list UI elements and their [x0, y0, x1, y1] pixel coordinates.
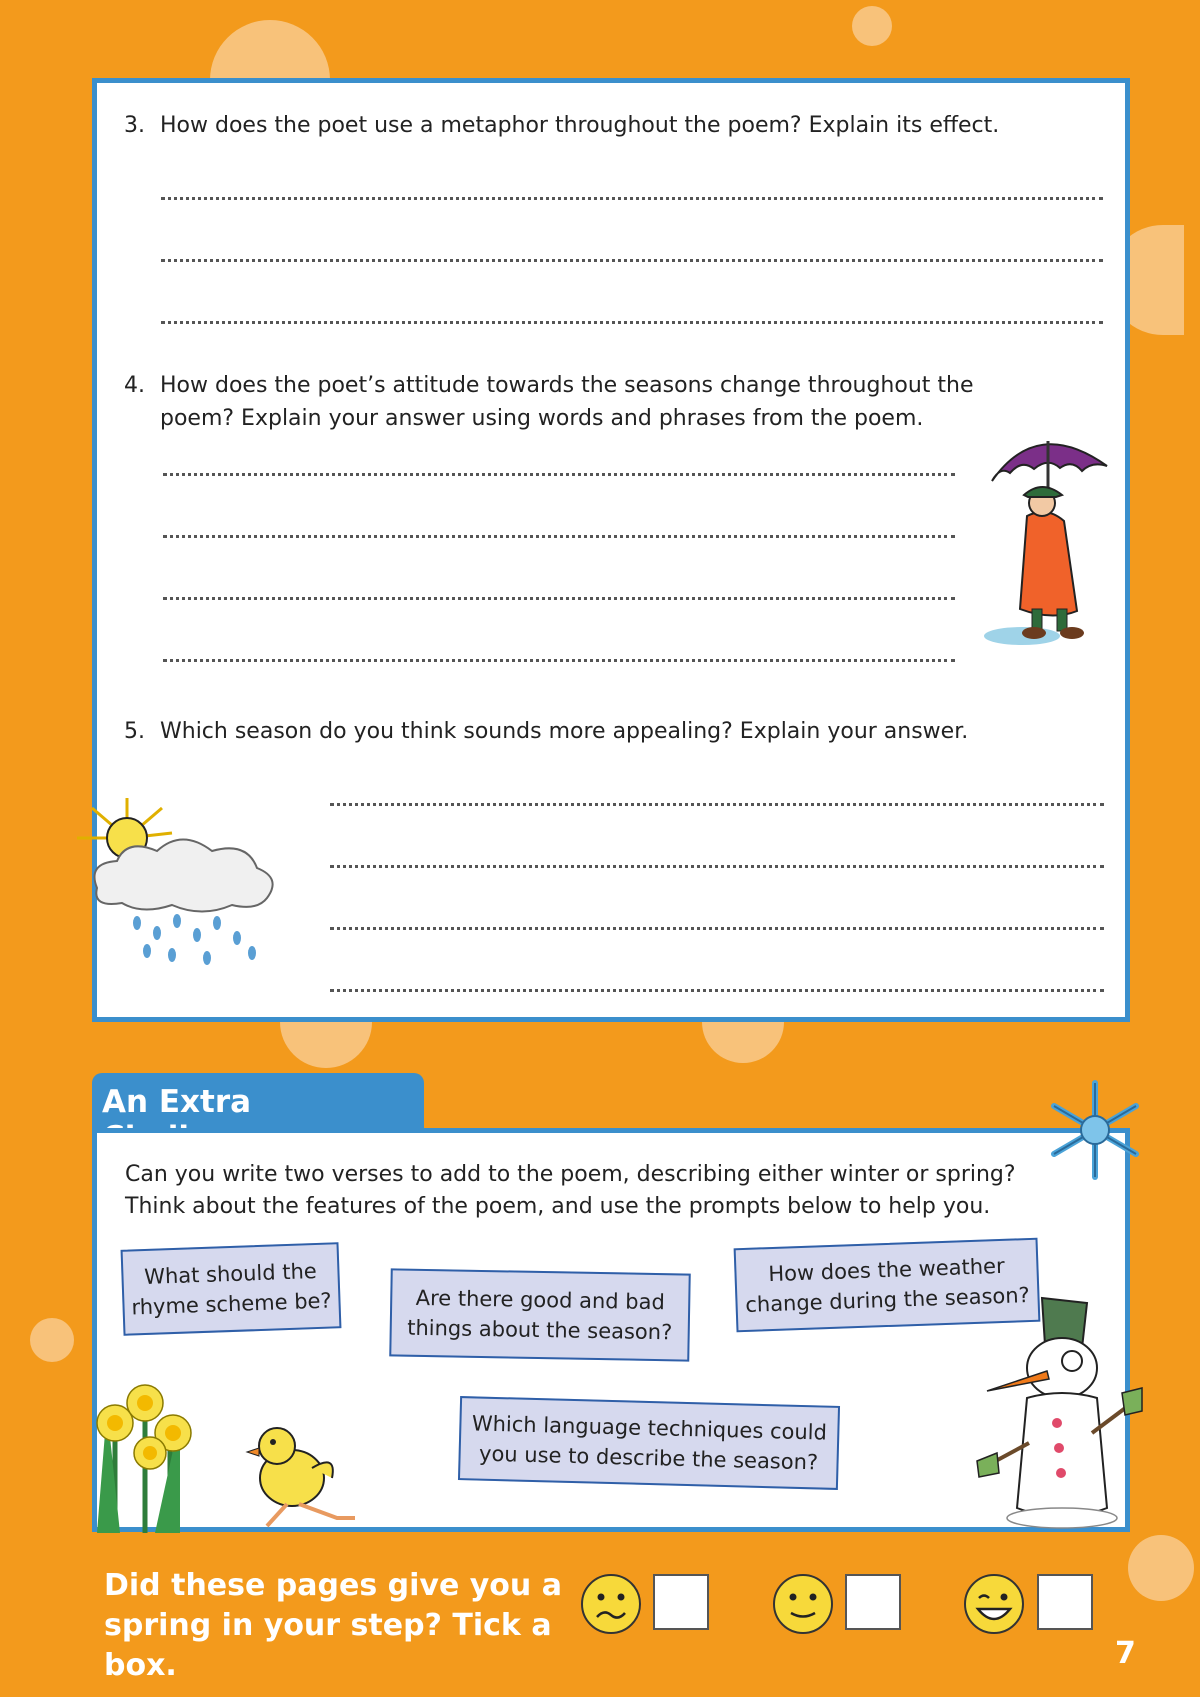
answer-line[interactable]: [163, 597, 955, 600]
tick-box-happy[interactable]: [1037, 1574, 1093, 1630]
tick-box-neutral[interactable]: [845, 1574, 901, 1630]
question-number: 3.: [124, 113, 145, 138]
prompt-card-rhyme: What should the rhyme scheme be?: [121, 1242, 342, 1336]
decor-dot: [1128, 1535, 1194, 1601]
answer-line[interactable]: [163, 659, 955, 662]
challenge-panel: [92, 1128, 1130, 1532]
happy-face-icon: [963, 1573, 1025, 1635]
challenge-intro: Can you write two verses to add to the poem, describing either winter or spring? Think about the features of the poem, and use the prompts below to help you.: [125, 1162, 1016, 1219]
decor-dot: [30, 1318, 74, 1362]
umbrella-person-illustration: [982, 421, 1122, 651]
challenge-tab: [92, 1073, 424, 1133]
question-text: How does the poet use a metaphor throughout the poem? Explain its effect.: [160, 113, 1000, 138]
feedback-question: Did these pages give you a spring in your step? Tick a box.: [104, 1568, 562, 1683]
answer-line[interactable]: [161, 259, 1103, 262]
questions-panel: [92, 78, 1130, 1022]
decor-dot: [852, 6, 892, 46]
answer-line[interactable]: [330, 989, 1104, 992]
snowflake-illustration: [1040, 1075, 1150, 1185]
answer-line[interactable]: [163, 473, 955, 476]
question-number: 5.: [124, 719, 145, 744]
page-number: 7: [1115, 1636, 1136, 1671]
answer-line[interactable]: [163, 535, 955, 538]
decor-dot: [280, 1018, 372, 1068]
daffodils-illustration: [85, 1368, 215, 1533]
tick-box-unhappy[interactable]: [653, 1574, 709, 1630]
decor-dot: [702, 1018, 784, 1063]
challenge-title: An Extra: [102, 1084, 252, 1120]
question-number: 4.: [124, 373, 145, 398]
sun-cloud-rain-illustration: [72, 793, 292, 973]
answer-line[interactable]: [330, 865, 1104, 868]
neutral-face-icon: [772, 1573, 834, 1635]
answer-line[interactable]: [161, 321, 1103, 324]
prompt-card-weather: How does the weather change during the season?: [734, 1238, 1041, 1333]
prompt-card-good-bad: Are there good and bad things about the season?: [389, 1268, 690, 1361]
unhappy-face-icon: [580, 1573, 642, 1635]
question-text: Which season do you think sounds more appealing? Explain your answer.: [160, 719, 969, 744]
snowman-illustration: [957, 1293, 1147, 1533]
answer-line[interactable]: [330, 803, 1104, 806]
answer-line[interactable]: [330, 927, 1104, 930]
chick-illustration: [237, 1418, 367, 1533]
question-text: How does the poet’s attitude towards the seasons change throughout the poem? Explain your answer using words and phrases from the poem.: [160, 373, 974, 431]
answer-line[interactable]: [161, 197, 1103, 200]
prompt-card-language: Which language techniques could you use to describe the season?: [458, 1396, 840, 1490]
